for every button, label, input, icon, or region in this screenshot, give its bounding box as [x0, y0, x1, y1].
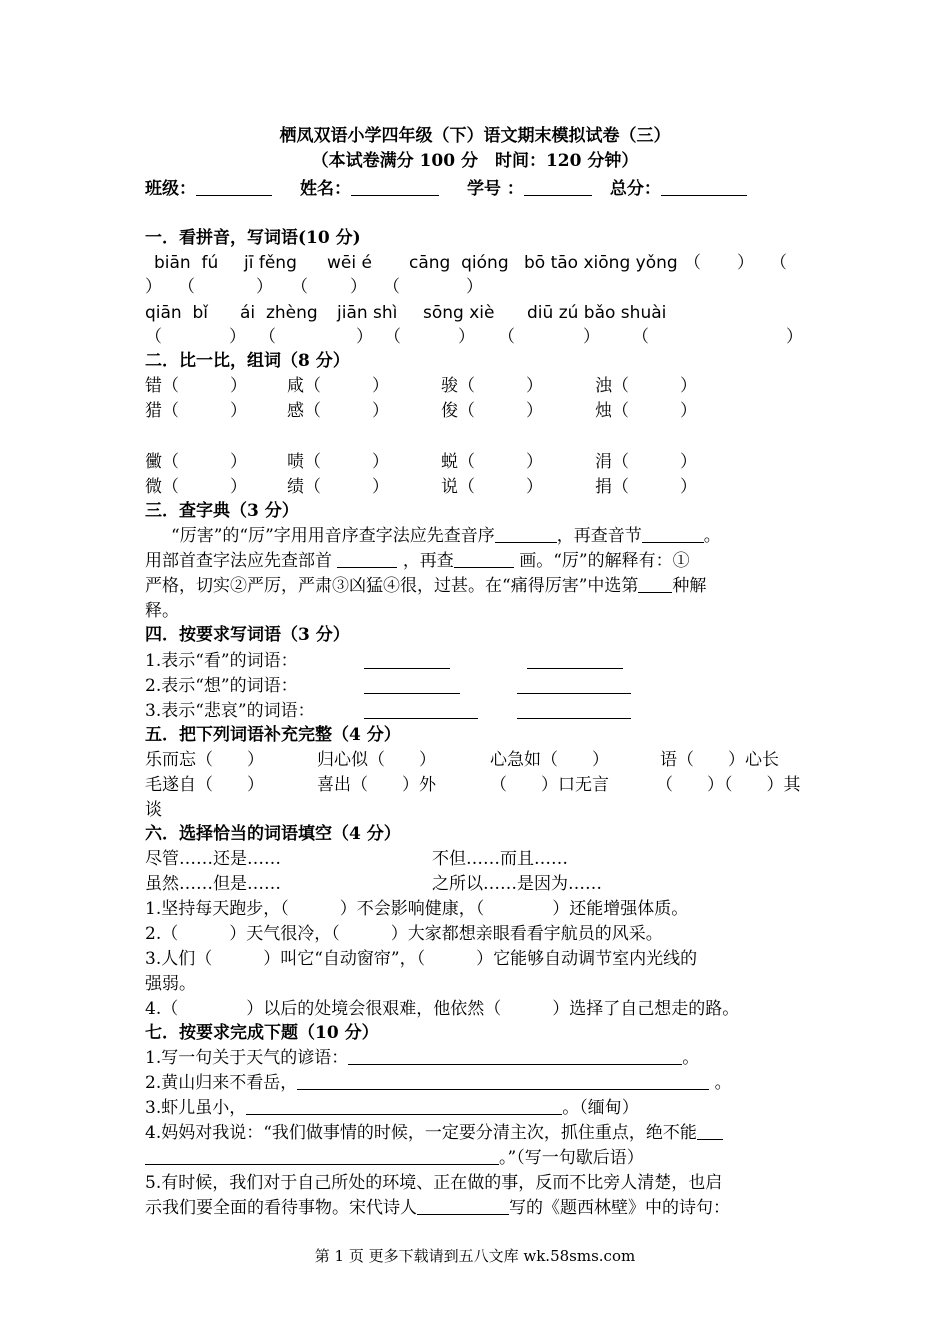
answer-blank[interactable]	[364, 652, 450, 669]
task-text: 2.黄山归来不看岳，	[145, 1073, 298, 1093]
conjunction-option: 之所以……是因为……	[432, 874, 602, 894]
name-label: 姓名：	[300, 179, 351, 199]
paren-close: ）	[458, 327, 475, 347]
answer-blank[interactable]	[527, 652, 623, 669]
answer-blank[interactable]	[642, 526, 704, 543]
pinyin-1: biān fú	[154, 253, 219, 273]
write-word-1: 1.表示“看”的词语：	[145, 651, 298, 671]
word-group: 蜕（ ）	[441, 452, 543, 472]
word-group: 捐（ ）	[595, 477, 697, 497]
section-5-title: 五．把下列词语补充完整（4 分）	[145, 725, 401, 745]
task-text: 3.虾儿虽小，	[145, 1098, 247, 1118]
section-3-title: 三．查字典（3 分）	[145, 501, 299, 521]
task-text: 。（缅甸）	[562, 1098, 639, 1118]
dict-text: ，再查	[402, 551, 454, 571]
task-5-wrap	[145, 1197, 730, 1219]
dict-text: 用部首查字法应先查部首	[145, 551, 332, 571]
answer-blank[interactable]	[348, 1048, 682, 1065]
paren-close: ）	[737, 253, 754, 273]
answer-blank[interactable]	[697, 1123, 723, 1140]
section-1-title: 一．看拼音，写词语(10 分)	[145, 228, 361, 248]
paren-open: （	[259, 327, 276, 347]
paren-open: （	[384, 327, 401, 347]
task-text: 。	[714, 1073, 732, 1093]
idiom: 归心似（ ）	[317, 750, 436, 770]
section-4-title: 四．按要求写词语（3 分）	[145, 625, 350, 645]
word-group: 浊（ ）	[595, 376, 697, 396]
conjunction-option: 不但……而且……	[432, 849, 568, 869]
paren-open: （	[632, 327, 649, 347]
paren-close: ）	[356, 327, 373, 347]
idiom: （ ）口无言	[490, 775, 609, 795]
total-blank[interactable]	[661, 179, 747, 196]
task-1	[145, 1047, 699, 1069]
fill-question-2: 2.（ ）天气很冷，（ ）大家都想亲眼看看宇航员的风采。	[145, 924, 663, 944]
idiom: 毛遂自（ ）	[145, 775, 264, 795]
pinyin-2: jī fěng	[244, 253, 297, 273]
word-group: 感（ ）	[287, 401, 389, 421]
class-blank[interactable]	[196, 179, 272, 196]
answer-blank[interactable]	[517, 677, 631, 694]
task-text: 。”（写一句歇后语）	[499, 1148, 644, 1168]
class-label: 班级：	[145, 179, 196, 199]
paren-open: （	[770, 253, 787, 273]
paren-open: （	[178, 277, 195, 297]
word-group: 微（ ）	[145, 477, 247, 497]
dict-text: 种解	[672, 576, 707, 596]
fill-question-3-wrap: 强弱。	[145, 974, 196, 994]
section-7-title: 七．按要求完成下题（10 分）	[145, 1023, 379, 1043]
info-row	[145, 178, 747, 200]
answer-blank[interactable]	[364, 677, 460, 694]
pinyin-9: sōng xiè	[423, 303, 495, 323]
dict-line-4: 释。	[145, 601, 179, 621]
task-text: 示我们要全面的看待事物。宋代诗人	[145, 1198, 417, 1218]
pinyin-8: jiān shì	[337, 303, 398, 323]
pinyin-5: bō tāo xiōng yǒng	[524, 253, 678, 273]
dict-line-2	[145, 550, 690, 572]
dict-line-3	[145, 575, 706, 597]
paren-close: ）	[229, 327, 246, 347]
conjunction-option: 虽然……但是……	[145, 874, 281, 894]
idiom: 乐而忘（ ）	[145, 750, 264, 770]
paren-close: ）	[466, 277, 483, 297]
word-group: 啧（ ）	[287, 452, 389, 472]
write-word-2: 2.表示“想”的词语：	[145, 676, 298, 696]
task-5: 5.有时候，我们对于自己所处的环境、正在做的事，反而不比旁人清楚，也启	[145, 1173, 723, 1193]
paren-open: （	[145, 327, 162, 347]
word-group: 错（ ）	[145, 376, 247, 396]
task-2	[145, 1072, 732, 1094]
section-6-title: 六．选择恰当的词语填空（4 分）	[145, 824, 401, 844]
idiom: 喜出（ ）外	[317, 775, 436, 795]
dict-line-1	[171, 525, 721, 547]
number-label: 学号 ：	[467, 179, 524, 199]
answer-blank[interactable]	[638, 576, 672, 593]
dict-text: 。	[703, 526, 721, 546]
fill-question-3: 3.人们（ ）叫它“自动窗帘”，（ ）它能够自动调节室内光线的	[145, 949, 698, 969]
paren-open: （	[291, 277, 308, 297]
pinyin-3: wēi é	[327, 253, 372, 273]
section-2-title: 二．比一比，组词（8 分）	[145, 351, 350, 371]
paren-close: ）	[256, 277, 273, 297]
paren-open: （	[383, 277, 400, 297]
word-group: 骏（ ）	[441, 376, 543, 396]
dict-text: ，再查音节	[556, 526, 642, 546]
page-footer: 第 1 页 更多下载请到五八文库 wk.58sms.com	[314, 1247, 636, 1265]
pinyin-7: ái zhèng	[240, 303, 318, 323]
answer-blank[interactable]	[495, 526, 557, 543]
paren-close: ）	[583, 327, 600, 347]
paren-close: ）	[786, 327, 803, 347]
answer-blank[interactable]	[337, 551, 397, 568]
write-word-3: 3.表示“悲哀”的词语：	[145, 701, 315, 721]
answer-blank[interactable]	[145, 1148, 499, 1165]
word-group: 绩（ ）	[287, 477, 389, 497]
task-text: 。	[682, 1048, 700, 1068]
pinyin-4: cāng qióng	[409, 253, 509, 273]
page-subtitle: （本试卷满分 100 分 时间：120 分钟）	[311, 151, 639, 171]
idiom: 心急如（ ）	[490, 750, 609, 770]
paren-close: ）	[145, 277, 162, 297]
task-text: 写的《题西林壁》中的诗句：	[509, 1198, 730, 1218]
pinyin-6: qiān bǐ	[145, 303, 209, 323]
fill-question-4: 4.（ ）以后的处境会很艰难，他依然（ ）选择了自己想走的路。	[145, 999, 740, 1019]
dict-text: 画。“厉”的解释有：①	[519, 551, 690, 571]
task-text: 1.写一句关于天气的谚语：	[145, 1048, 349, 1068]
page-title: 栖凤双语小学四年级（下）语文期末模拟试卷（三）	[279, 126, 671, 146]
paren-open: （	[498, 327, 515, 347]
answer-blank[interactable]	[517, 702, 631, 719]
total-label: 总分：	[609, 179, 661, 199]
paren-open: （	[684, 253, 701, 273]
answer-blank[interactable]	[454, 551, 514, 568]
idiom: （ ）（ ）其	[656, 775, 801, 795]
word-group: 涓（ ）	[595, 452, 697, 472]
word-group: 俊（ ）	[441, 401, 543, 421]
number-blank[interactable]	[524, 179, 592, 196]
idiom: 语（ ）心长	[660, 750, 779, 770]
task-3	[145, 1097, 639, 1119]
fill-question-1: 1.坚持每天跑步，（ ）不会影响健康，（ ）还能增强体质。	[145, 899, 689, 919]
word-group: 黴（ ）	[145, 452, 247, 472]
dict-text: “厉害”的“厉”字用用音序查字法应先查音序	[171, 526, 495, 546]
idiom-wrap: 谈	[145, 800, 162, 820]
word-group: 烛（ ）	[595, 401, 697, 421]
word-group: 咸（ ）	[287, 376, 389, 396]
answer-blank[interactable]	[364, 702, 478, 719]
task-4-wrap	[145, 1147, 644, 1169]
task-text: 4.妈妈对我说：“我们做事情的时候，一定要分清主次，抓住重点，绝不能	[145, 1123, 697, 1143]
dict-text: 严格，切实②严厉，严肃③凶猛④很，过甚。在“痛得厉害”中选第	[145, 576, 639, 596]
task-4	[145, 1122, 723, 1144]
word-group: 猎（ ）	[145, 401, 247, 421]
conjunction-option: 尽管……还是……	[145, 849, 281, 869]
pinyin-10: diū zú bǎo shuài	[527, 303, 667, 323]
answer-blank[interactable]	[246, 1098, 562, 1115]
word-group: 说（ ）	[441, 477, 543, 497]
answer-blank[interactable]	[297, 1073, 709, 1090]
paren-close: ）	[350, 277, 367, 297]
name-blank[interactable]	[351, 179, 439, 196]
answer-blank[interactable]	[417, 1198, 509, 1215]
